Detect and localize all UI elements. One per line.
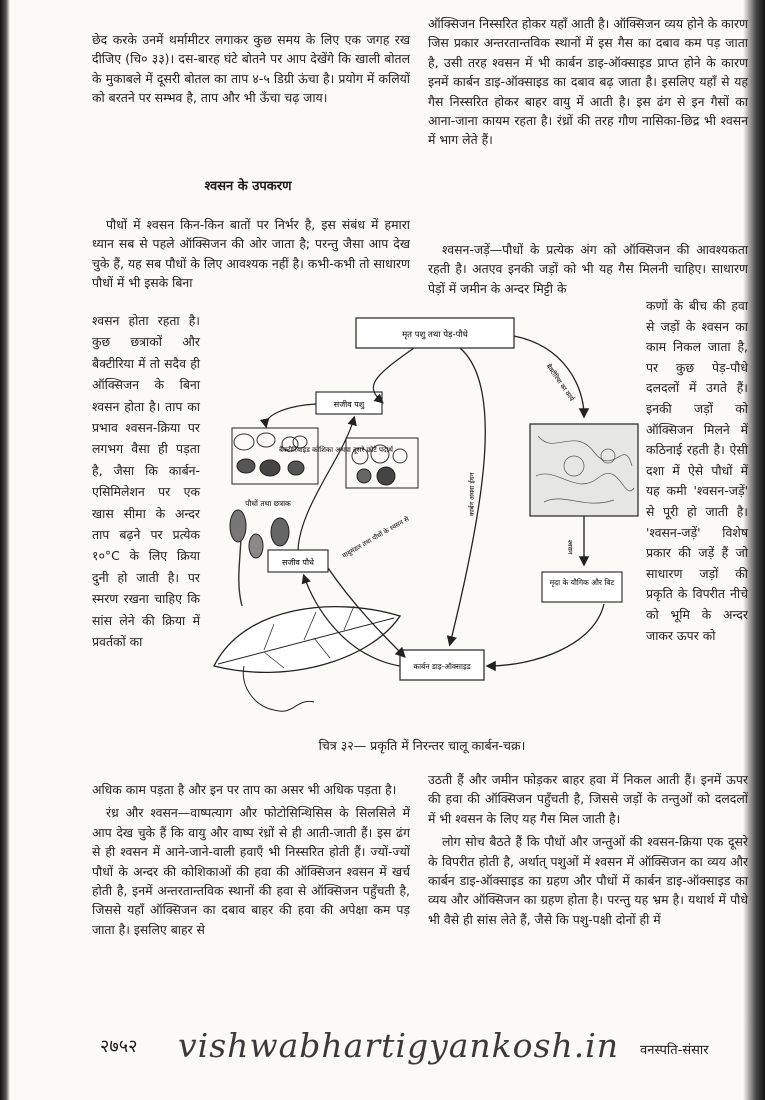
running-title: वनस्पति-संसार	[640, 1043, 709, 1058]
arrow-bacteria-label: बैक्टीरिया का कार्य	[544, 362, 576, 403]
page-gutter-shadow	[0, 0, 10, 1100]
watermark: vishwabhartigyankosh.in	[178, 1026, 619, 1065]
box-soil-compounds-label: मृदा के यौगिक और बिट	[549, 578, 615, 587]
page-number: २७५२	[100, 1036, 138, 1057]
arrow-photosynthesis-label: वायुमंडल तथा पौधों के श्वसन से	[341, 515, 411, 560]
box-dead-label: मृत पशु तथा पेड़-पौधे	[402, 330, 468, 340]
paragraph-stomata: अधिक काम पड़ता है और इन पर ताप का असर भी अधिक पड़ता है। रंध्र और श्वसन—वाष्पत्याग और फोटोसिन्थिसिस के सिलसिले में आप देख चुके हैं कि वायु और वाष्प रंध्रों से ही आती-जाती हैं। इस ढंग से ही श्वसन में आने-जाने-वाली हवाएँ भी निस्सरित होती हैं। ज्यों-ज्यों पौधों के अन्दर की कोशिकाओं की हवा की ऑक्सिजन श्वसन में खर्च होती है, इनमें अन्तरतान्तविक स्थानों की हवा से ऑक्सिजन पहुँचती है, जिससे यहाँ ऑक्सिजन का दबाव बाहर की हवा की अपेक्षा कम पड़ जाता है। इसलिए बाहर से	[92, 782, 410, 937]
paragraph-thermometer: छेद करके उनमें थर्मामीटर लगाकर कुछ समय के लिए एक जगह रख दीजिए (चि० ३३)। दस-बारह घंटे बोतने पर आप देखेंगे कि खाली बोतल के मुकाबले में दूसरी बोतल का ताप ४-५ डिग्री ऊंचा है। प्रयोग में कलियों को बरतने पर सम्भव है, ताप और भी ऊँचा चढ़ जाय।	[92, 32, 410, 106]
section-heading: श्वसन के उपकरण	[204, 179, 292, 194]
box-soil-compounds	[542, 572, 622, 602]
arrow-combustion-label: कार्बन अथवा ईंधन	[468, 472, 476, 516]
paragraph-right-narrow: कणों के बीच की हवा से जड़ों के श्वसन का काम निकल जाता है, पर कुछ पेड़-पौधे दलदलों में उगते हैं। इनकी जड़ों को ऑक्सिजन मिलने में कठिनाई रहती है। ऐसी दशा में ऐसे पौधों में यह कमी 'श्वसन-जड़ें' से पूरी हो जाती है। 'श्वसन-जड़ें' विशेष प्रकार की जड़ें हैं जो साधारण जड़ों की प्रकृति के विपरीत नीचे को भूमि के अन्दर जाकर ऊपर को	[646, 298, 748, 643]
paragraph-oxygen-pressure: ऑक्सिजन निस्सरित होकर यहाँ आती है। ऑक्सिजन व्यय होने के कारण जिस प्रकार अन्तरतान्तविक स्थानों में इस गैस का दबाव कम पड़ जाता है, उसी तरह श्वसन में भी कार्बन डाइ-ऑक्साइड प्राप्त होने के कारण इनमें कार्बन डाइ-ऑक्साइड का दबाव बढ़ जाता है। इसलिए यहाँ से यह गैस निस्सरित होकर बाहर वायु में आती है। इस ढंग से इन गैसों का आना-जाना कायम रहता है। रंध्रों की तरह गौण नासिका-छिद्र भी श्वसन में भाग लेते हैं।	[428, 16, 748, 148]
paragraph-respiration-roots: श्वसन-जड़ें—पौधों के प्रत्येक अंग को ऑक्सिजन की आवश्यकता रहती है। अतएव इनकी जड़ों को भी यह गैस मिलनी चाहिए। साधारण पेड़ों में जमीन के अन्दर मिट्टी के	[428, 242, 748, 296]
figure-caption: चित्र ३२— प्रकृति में निरन्तर चालू कार्बन-चक्र।	[318, 738, 526, 753]
microbe-illustration	[232, 428, 318, 484]
paragraph-breathing: उठती हैं और जमीन फोड़कर बाहर हवा में निकल आती हैं। इनमें ऊपर की हवा की ऑक्सिजन पहुँचती है, जिससे जड़ों के तन्तुओं को दलदलों में भी श्वसन के लिए यह गैस मिल जाती है। लोग सोच बैठते हैं कि पौधों और जन्तुओं की श्वसन-क्रिया एक दूसरे के विपरीत होती है, अर्थात् पशुओं में श्वसन में ऑक्सिजन का व्यय और कार्बन डाइ-ऑक्साइड का ग्रहण और पौधों में कार्बन डाइ-ऑक्साइड का व्यय और ऑक्सिजन का ग्रहण होता है। परन्तु यह भ्रम है। यथार्थ में पौधे भी वैसे ही सांस लेते हैं, जैसे कि पशु-पक्षी दोनों ही में	[428, 772, 748, 927]
box-live-plant-label: सजीव पौधे	[282, 558, 314, 567]
arrow-decomposition	[514, 336, 584, 416]
paragraph-left-narrow: श्वसन होता रहता है। कुछ छत्राकों और बैक्टीरिया में तो सदैव ही ऑक्सिजन के बिना श्वसन होता है। ताप का प्रभाव श्वसन-क्रिया पर लगभग वैसा ही पड़ता है, जैसा कि कार्बन-एसिमिलेशन पर एक खास सीमा के अन्दर ताप बढ़ने पर प्रत्येक १०°C के लिए क्रिया दुनी हो जाती है। पर स्मरण रखना चाहिए कि सांस लेने की क्रिया में प्रवर्तकों का	[92, 313, 200, 650]
box-plants-fungi-label: पौधों तथा छत्राक	[245, 499, 291, 508]
arrow-to-co2	[488, 604, 604, 666]
arrow-respiration-label: श्वसन	[566, 540, 574, 555]
paragraph-oxygen-intro: पौधों में श्वसन किन-किन बातों पर निर्भर है, इस संबंध में हमारा ध्यान सब से पहले ऑक्सिजन की ओर जाता है; परन्तु जैसा आप देख चुके हैं, यह सब पौधों के लिए आवश्यक नहीं है। कभी-कभी तो साधारण पौधों में भी इसके बिना	[92, 217, 410, 291]
arrow-microbes	[266, 404, 316, 426]
box-carbon-dioxide-label: कार्बन डाइ-ऑक्साइड	[413, 662, 471, 671]
carbon-cycle-diagram	[204, 306, 644, 738]
box-live-animals-label: सजीव पशु	[333, 400, 365, 409]
box-microbes-label: बैक्टीरियाइड कोशिका अथवा दूसरे छोटे पदार्थ	[278, 446, 394, 454]
